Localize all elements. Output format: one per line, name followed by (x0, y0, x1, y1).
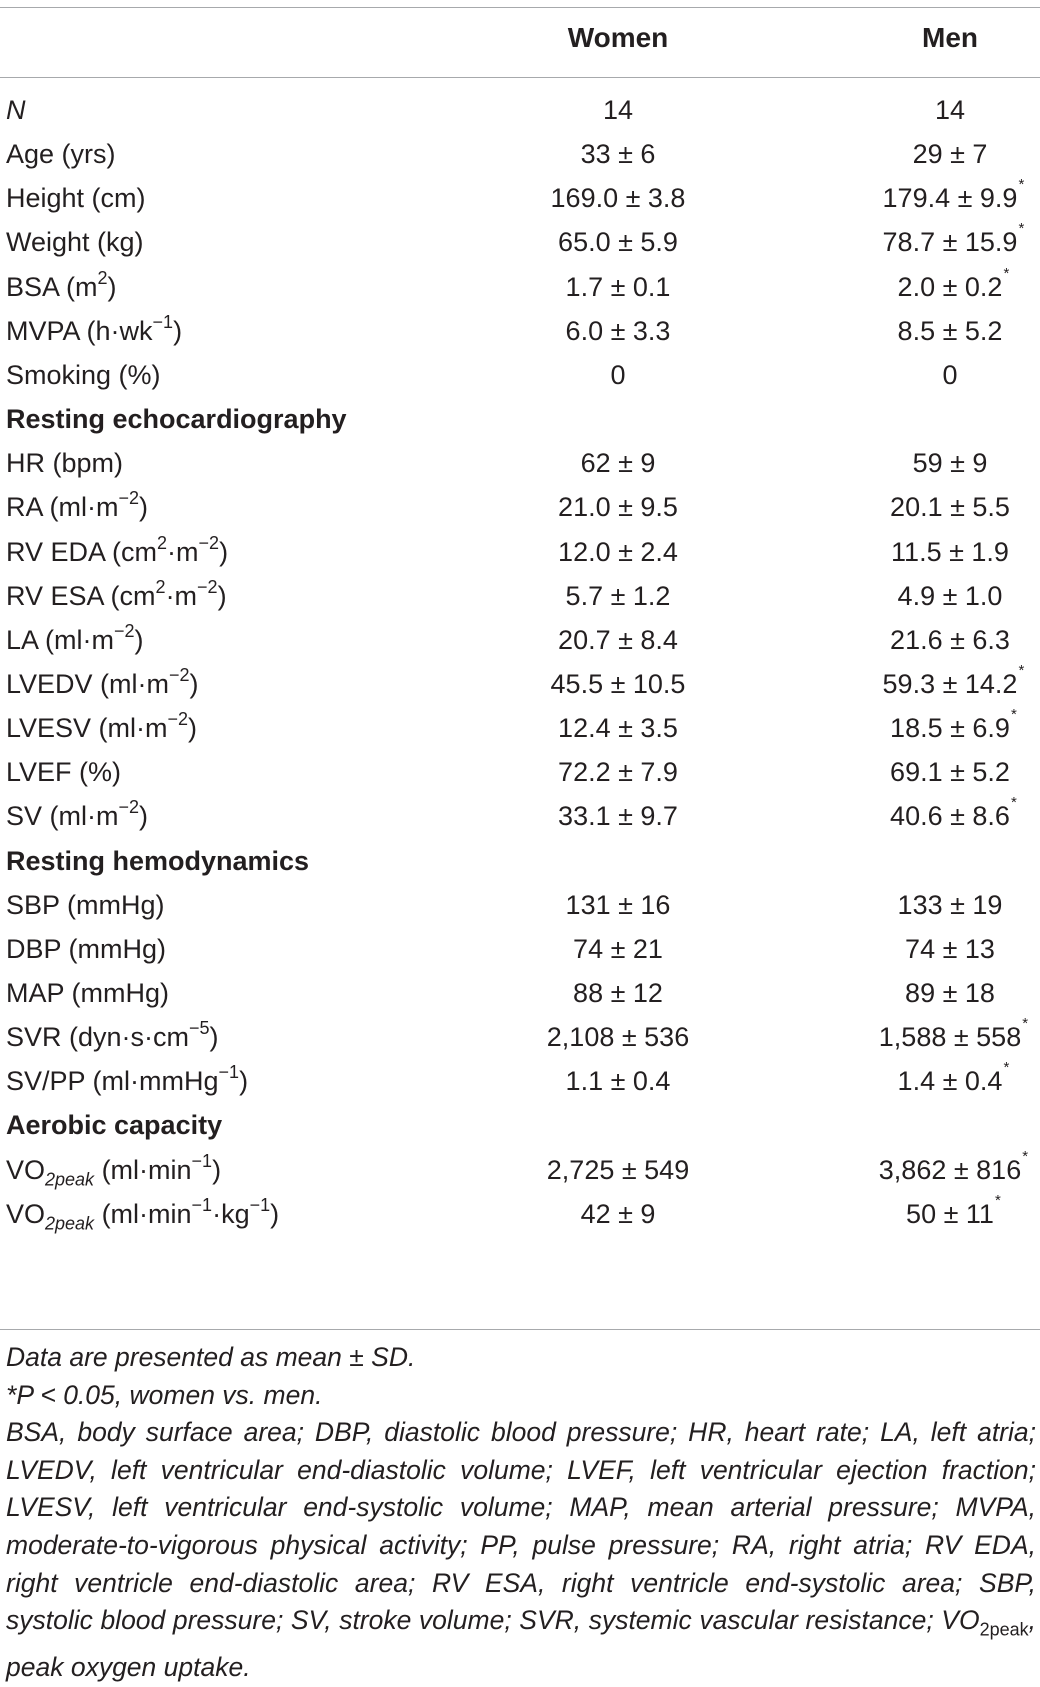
footnote-mean-sd: Data are presented as mean ± SD. (6, 1342, 416, 1372)
row-label: MVPA $(h\cdot wk^{-1})$ (6, 311, 183, 346)
row-label: $VO_{2peak}$ $(ml\cdot\min^{-1}\cdot kg^{-1})$ (6, 1194, 280, 1234)
men-value: 74 ± 13 (905, 933, 995, 964)
table-row (0, 1014, 1040, 1062)
men-value-cell: 18.5 ± 6.9 * (890, 706, 1017, 744)
women-value: 45.5 ± 10.5 (550, 668, 686, 699)
row-label: MAP (mmHg) (6, 978, 170, 1008)
women-value: 0 (610, 359, 626, 390)
table-row (0, 131, 1040, 179)
women-value: 2,725 ± 549 (546, 1154, 690, 1185)
women-value: 88 ± 12 (573, 978, 663, 1008)
men-value-cell (830, 492, 1040, 523)
men-value-cell (830, 537, 1040, 568)
table-row (0, 926, 1040, 974)
women-value: 5.7 ± 1.2 (565, 580, 671, 611)
men-value: 133 ± 19 (897, 889, 1003, 920)
row-label: N (6, 95, 26, 125)
men-value: 1,588 ± 558 (878, 1022, 1022, 1053)
table-row (0, 1147, 1040, 1195)
men-value: 11.5 ± 1.9 (891, 536, 1009, 567)
men-value-cell: 40.6 ± 8.6 * (890, 794, 1017, 832)
footnote-abbreviations: BSA, body surface area; DBP, diastolic blood pressure; HR, heart rate; LA, left atria; LVEDV, left ventricular end-diastolic volume; LVEF, left ventricular ejection fraction; LVESV, left ventricular end-systolic volume; MAP, mean arterial pressure; MVPA, moderate-to-vigorous physical activity; PP, pulse pressure; RA, right atria; RV EDA, right ventricle end-diastolic area; RV ESA, right ventricle end-systolic area; SBP, systolic blood pressure; SV, stroke volume; SVR, systemic vascular resistance; $VO_{2peak}$, peak oxygen uptake. (6, 1417, 1036, 1683)
row-label: SV/PP (ml·mmHg$^{-1}$) (6, 1062, 249, 1097)
men-value: 50 ± 11 (906, 1198, 994, 1229)
bottom-rule (0, 1329, 1040, 1330)
men-value-cell: 78.7 ± 15.9 * (882, 220, 1025, 258)
table-row (0, 308, 1040, 356)
women-value: 65.0 ± 5.9 (558, 227, 678, 258)
row-label: Height (cm) (6, 183, 146, 214)
women-value: 72.2 ± 7.9 (558, 757, 678, 788)
men-value-cell: 1,588 ± 558 * (878, 1015, 1029, 1053)
men-value: 20.1 ± 5.5 (890, 492, 1010, 523)
table-row (0, 529, 1040, 577)
top-rule (0, 7, 1040, 8)
women-value: 12.0 ± 2.4 (558, 536, 678, 567)
women-value: 1.7 ± 0.1 (565, 271, 671, 302)
men-value: 4.9 ± 1.0 (897, 580, 1003, 611)
women-value: 14 (602, 95, 634, 125)
row-label: RV EDA $(cm^2\cdot m^{-2})$ (6, 532, 229, 567)
men-value: 3,862 ± 816 (878, 1154, 1022, 1185)
table-footnotes (6, 1339, 1036, 1687)
women-value: 33 ± 6 (580, 139, 656, 170)
table-row (0, 484, 1040, 532)
row-label: Age (yrs) (6, 139, 116, 170)
table-row (0, 1058, 1040, 1106)
table-row (0, 749, 1040, 797)
table-row (0, 440, 1040, 488)
men-value: 8.5 ± 5.2 (897, 315, 1003, 346)
row-label: RA $(ml\cdot m^{-2})$ (6, 488, 149, 523)
women-value: 6.0 ± 3.3 (565, 315, 671, 346)
men-value: 2.0 ± 0.2 (897, 271, 1003, 302)
women-value: 131 ± 16 (565, 889, 671, 920)
men-value-cell (830, 360, 1040, 391)
women-value: 74 ± 21 (573, 933, 663, 964)
men-value: 29 ± 7 (912, 139, 988, 170)
men-value-cell (830, 581, 1040, 612)
table-row (0, 617, 1040, 665)
header-men: Men (922, 22, 978, 53)
men-value: 89 ± 18 (905, 978, 995, 1008)
table-row (0, 87, 1040, 135)
table-row (0, 264, 1040, 312)
table-row (0, 970, 1040, 1018)
section-label: Resting echocardiography (6, 404, 347, 435)
women-value: 33.1 ± 9.7 (558, 801, 678, 832)
row-label: SBP (mmHg) (6, 889, 165, 920)
men-value: 1.4 ± 0.4 (897, 1066, 1003, 1097)
table-row (0, 882, 1040, 930)
row-label: LVEF (%) (6, 757, 122, 788)
men-value-cell (830, 316, 1040, 347)
footnote-significance: *P < 0.05, women vs. men. (6, 1379, 323, 1410)
men-value-cell (830, 757, 1040, 788)
section-label: Aerobic capacity (6, 1110, 223, 1141)
section-header (0, 838, 1040, 886)
row-label: SV $(ml\cdot m^{-2})$ (6, 797, 149, 832)
men-value-cell: 179.4 ± 9.9 * (882, 176, 1025, 214)
header-women: Women (567, 22, 669, 53)
men-value: 14 (934, 95, 966, 125)
men-value-cell: 3,862 ± 816 * (878, 1147, 1029, 1185)
row-label: HR (bpm) (6, 448, 124, 479)
men-value-cell (830, 95, 1040, 126)
men-value-cell: 2.0 ± 0.2 * (897, 264, 1010, 302)
section-header (0, 1102, 1040, 1150)
men-value-cell (830, 448, 1040, 479)
section-header (0, 396, 1040, 444)
men-value: 179.4 ± 9.9 (882, 183, 1018, 214)
men-value-cell: 59.3 ± 14.2 * (882, 661, 1025, 699)
men-value-cell (830, 139, 1040, 170)
men-value-cell (830, 978, 1040, 1009)
women-value: 21.0 ± 9.5 (558, 492, 678, 523)
table-row (0, 573, 1040, 621)
men-value-cell: 1.4 ± 0.4 * (897, 1059, 1010, 1097)
women-value: 2,108 ± 536 (546, 1022, 690, 1053)
men-value: 18.5 ± 6.9 (890, 713, 1010, 744)
women-value: 62 ± 9 (580, 448, 656, 479)
women-value: 1.1 ± 0.4 (565, 1066, 671, 1097)
men-value: 0 (942, 359, 958, 390)
row-label: LVESV $(ml\cdot m^{-2})$ (6, 709, 198, 744)
row-label: LA $(ml\cdot m^{-2})$ (6, 620, 144, 655)
row-label: $VO_{2peak}$ $(ml\cdot\min^{-1})$ (6, 1150, 222, 1189)
men-value-cell (830, 934, 1040, 965)
men-value: 59.3 ± 14.2 (882, 668, 1018, 699)
men-value: 40.6 ± 8.6 (890, 801, 1010, 832)
women-value: 12.4 ± 3.5 (558, 713, 678, 744)
section-label: Resting hemodynamics (6, 845, 310, 876)
men-value: 21.6 ± 6.3 (890, 624, 1010, 655)
women-value: 42 ± 9 (580, 1198, 656, 1229)
table-row (0, 793, 1040, 841)
table-row (0, 705, 1040, 753)
row-label: LVEDV $(ml\cdot m^{-2})$ (6, 664, 199, 699)
row-label: SVR $(dyn\cdot s\cdot cm^{-5})$ (6, 1018, 219, 1053)
table-row (0, 219, 1040, 267)
table-row (0, 352, 1040, 400)
men-value-cell (830, 625, 1040, 656)
table-row (0, 1191, 1040, 1239)
men-value: 78.7 ± 15.9 (882, 227, 1018, 258)
row-label: DBP (mmHg) (6, 933, 167, 964)
row-label: RV ESA $(cm^2\cdot m^{-2})$ (6, 576, 227, 611)
table-row (0, 661, 1040, 709)
row-label: Smoking (%) (6, 359, 161, 390)
women-value: 169.0 ± 3.8 (550, 183, 686, 214)
men-value: 69.1 ± 5.2 (890, 757, 1010, 788)
women-value: 20.7 ± 8.4 (558, 624, 678, 655)
men-value-cell (830, 890, 1040, 921)
table-row (0, 175, 1040, 223)
row-label: BSA $(m^2)$ (6, 267, 117, 302)
header-rule (0, 77, 1040, 78)
row-label: Weight (kg) (6, 227, 144, 258)
men-value: 59 ± 9 (912, 448, 988, 479)
men-value-cell: 50 ± 11 * (906, 1191, 1001, 1229)
